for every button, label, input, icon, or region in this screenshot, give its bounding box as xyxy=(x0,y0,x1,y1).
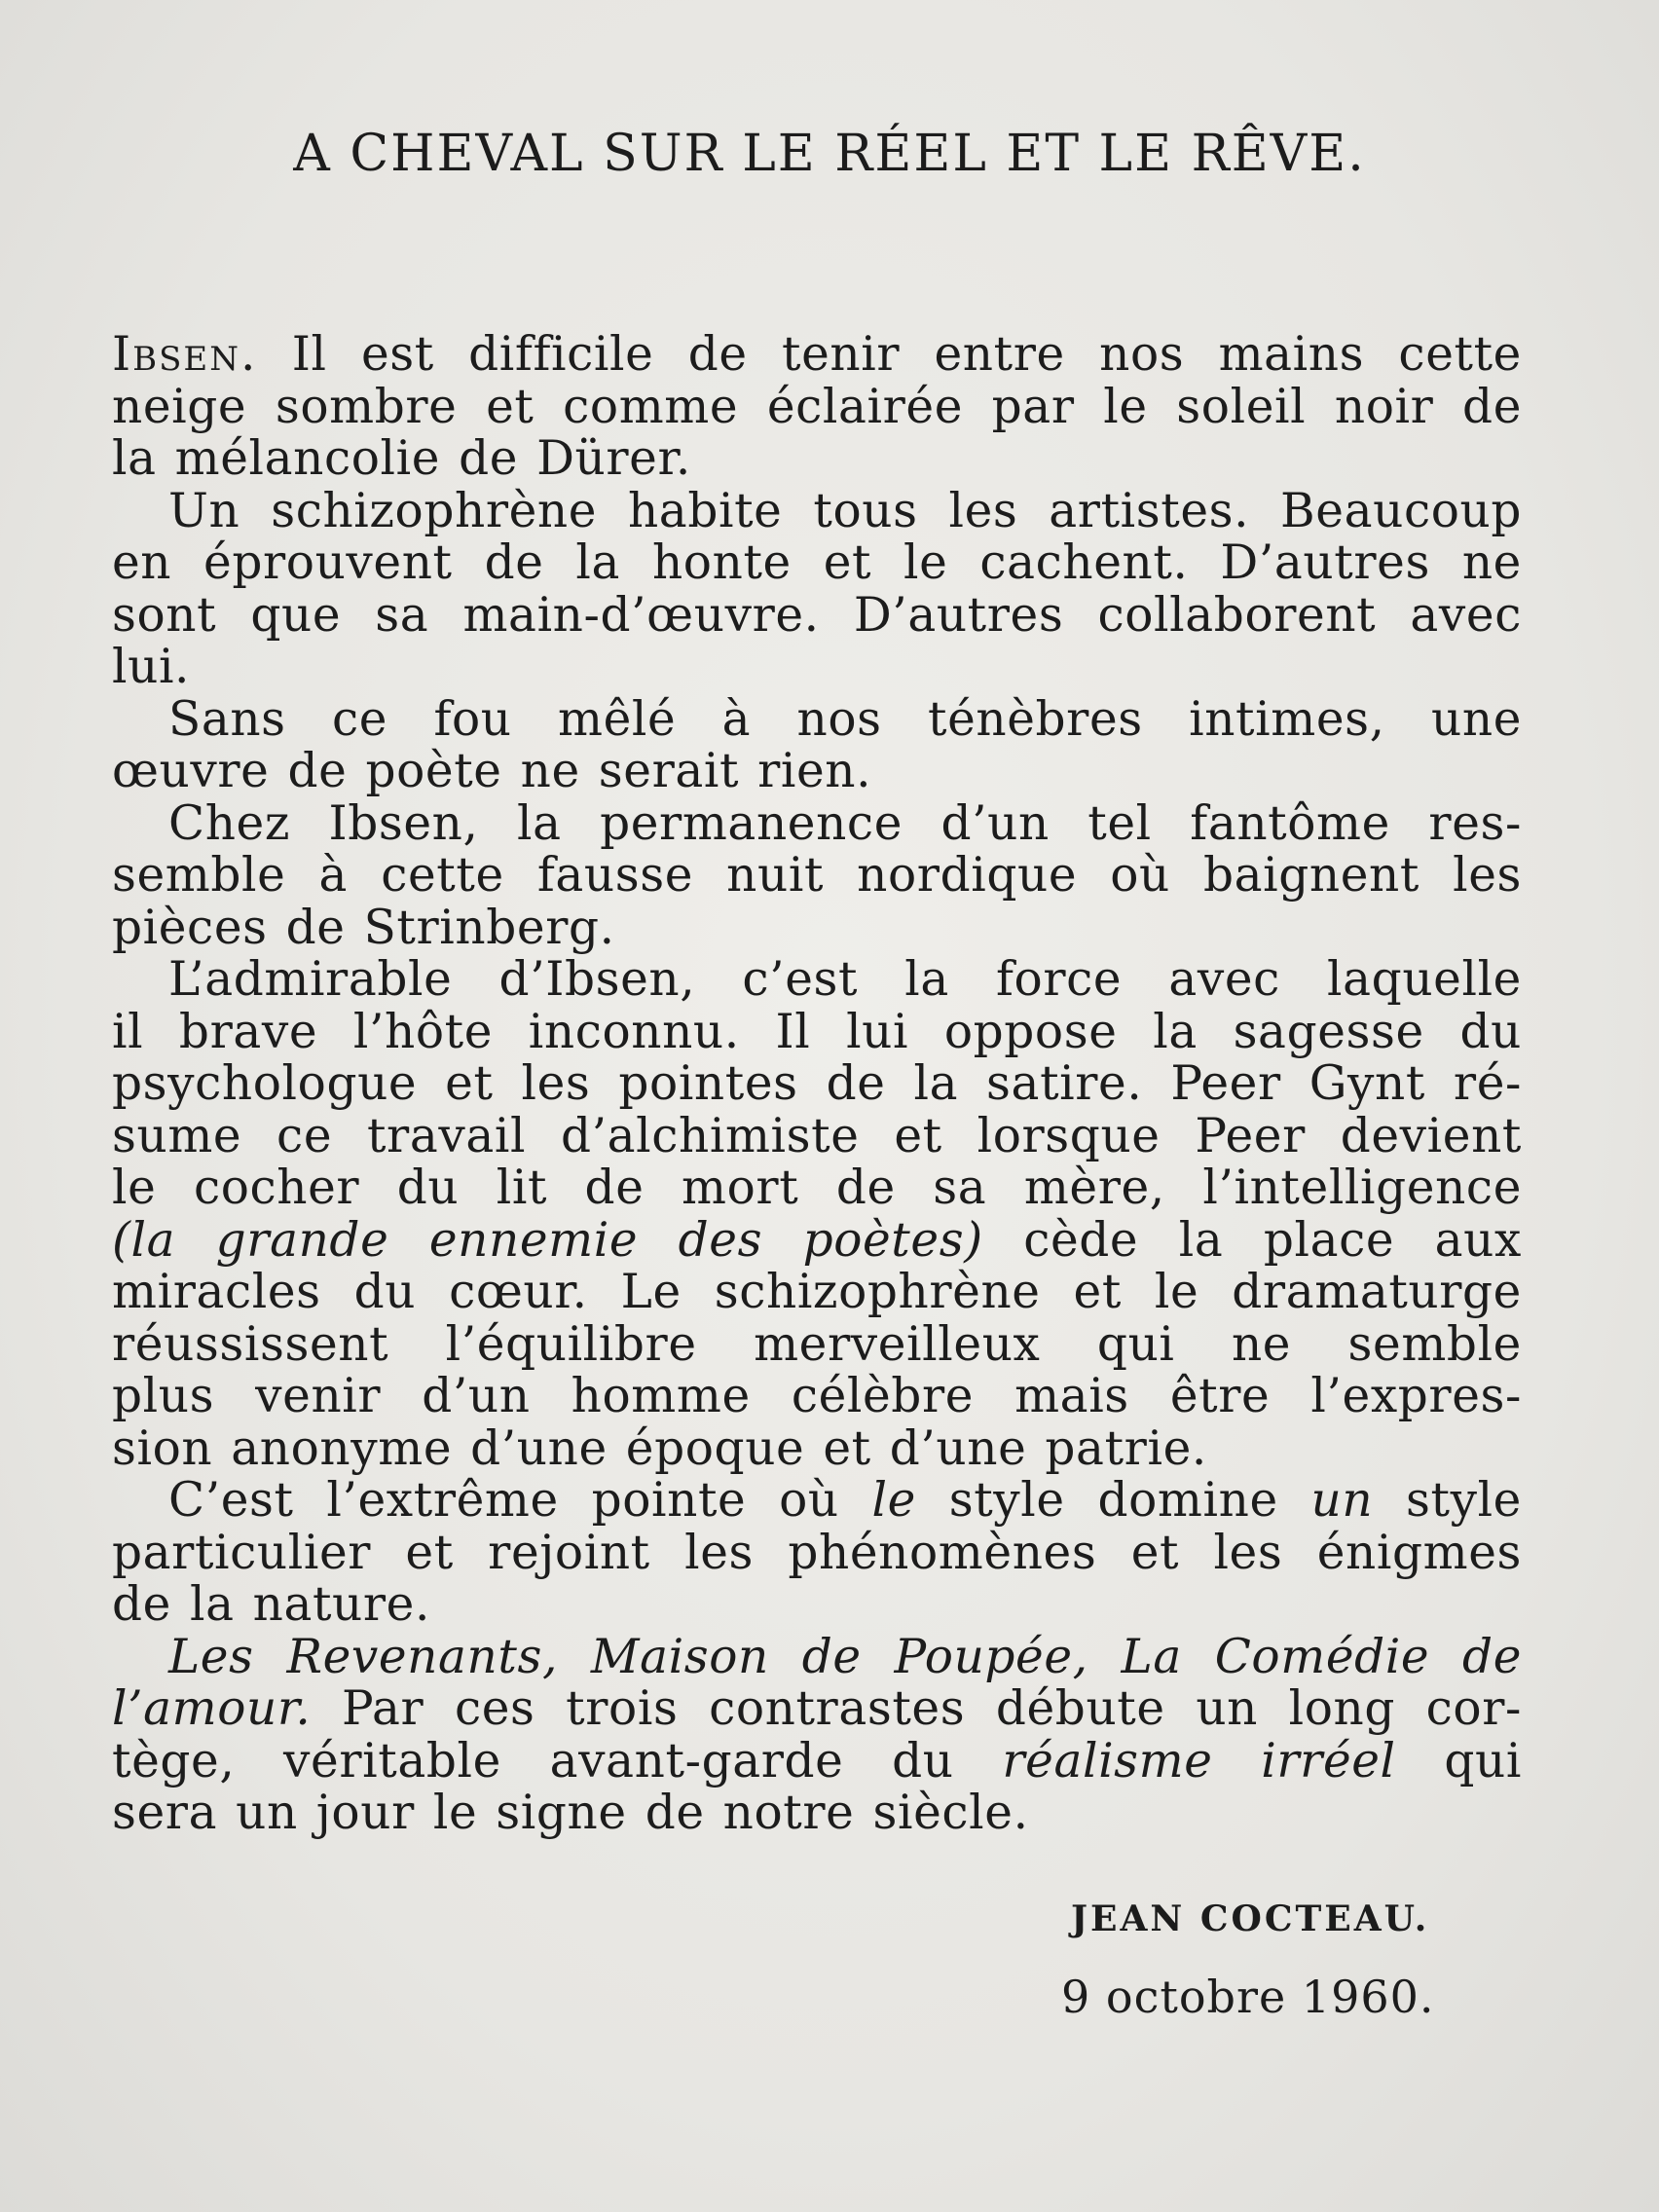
text-line: sion anonyme d’une époque et d’une patrie. xyxy=(112,1420,1207,1476)
text-line: Sans ce fou mêlé à nos ténèbres intimes, une xyxy=(168,691,1522,747)
author-name-smallcaps: Ibsen. xyxy=(112,327,258,382)
italic-segment: (la grande ennemie des poètes) xyxy=(112,1212,983,1268)
text-line: la mélancolie de Dürer. xyxy=(112,431,691,486)
italic-segment: l’amour. xyxy=(112,1681,312,1736)
italic-segment: le xyxy=(871,1473,916,1528)
text-line: psychologue et les pointes de la satire. Peer Gynt ré- xyxy=(112,1056,1522,1111)
text-line: œuvre de poète ne serait rien. xyxy=(112,744,872,798)
text-line: particulier et rejoint les phénomènes et les énigmes xyxy=(112,1525,1522,1580)
text-segment: Par ces trois contrastes débute un long cor- xyxy=(341,1681,1522,1736)
text-segment: qui xyxy=(1444,1733,1522,1788)
text-line: sont que sa main-d’œuvre. D’autres collaborent avec xyxy=(112,587,1522,643)
text-line: L’admirable d’Ibsen, c’est la force avec laquelle xyxy=(168,952,1522,1007)
text-segment: cède la place aux xyxy=(1023,1212,1522,1268)
text-segment: style domine xyxy=(948,1473,1278,1528)
text-line: pièces de Strinberg. xyxy=(112,900,615,955)
text-line: plus venir d’un homme célèbre mais être l’expres- xyxy=(112,1369,1522,1423)
text-line: neige sombre et comme éclairée par le soleil noir de xyxy=(112,379,1522,434)
italic-segment: réalisme irréel xyxy=(1002,1733,1396,1788)
italic-segment: Les Revenants, Maison de Poupée, La Comédie de xyxy=(168,1629,1522,1684)
page-title: A CHEVAL SUR LE RÉEL ET LE RÊVE. xyxy=(293,125,1366,183)
text-line: sume ce travail d’alchimiste et lorsque Peer devient xyxy=(112,1108,1522,1163)
italic-segment: un xyxy=(1310,1473,1374,1528)
text-line xyxy=(112,1629,1522,1684)
text-segment: Il est difficile de tenir entre nos mains cette xyxy=(291,327,1522,382)
text-line: réussissent l’équilibre merveilleux qui ne semble xyxy=(112,1316,1522,1372)
text-line xyxy=(112,1475,1522,1528)
text-line: Un schizophrène habite tous les artistes. Beaucoup xyxy=(168,483,1522,538)
text-line: Chez Ibsen, la permanence d’un tel fantôme res- xyxy=(168,795,1522,851)
text-line: miracles du cœur. Le schizophrène et le dramaturge xyxy=(112,1265,1522,1319)
text-line xyxy=(112,1733,1522,1788)
text-line: sera un jour le signe de notre siècle. xyxy=(112,1786,1029,1840)
date-line: 9 octobre 1960. xyxy=(1061,1971,1435,2023)
text-line: semble à cette fausse nuit nordique où baignent les xyxy=(112,848,1522,903)
text-line xyxy=(112,1683,1522,1736)
text-line: il brave l’hôte inconnu. Il lui oppose la sagesse du xyxy=(112,1004,1522,1059)
author-signature: JEAN COCTEAU. xyxy=(1071,1899,1430,1939)
article-body xyxy=(112,329,1522,1840)
text-line: lui. xyxy=(112,640,191,694)
text-segment: C’est l’extrême pointe où xyxy=(168,1473,839,1528)
text-line xyxy=(112,329,1522,382)
text-line: de la nature. xyxy=(112,1577,430,1632)
text-line: en éprouvent de la honte et le cachent. D’autres ne xyxy=(112,535,1522,590)
text-line xyxy=(112,1212,1522,1268)
text-segment: tège, véritable avant-garde du xyxy=(112,1733,954,1788)
text-segment: style xyxy=(1405,1473,1522,1528)
text-line: le cocher du lit de mort de sa mère, l’intelligence xyxy=(112,1161,1522,1215)
